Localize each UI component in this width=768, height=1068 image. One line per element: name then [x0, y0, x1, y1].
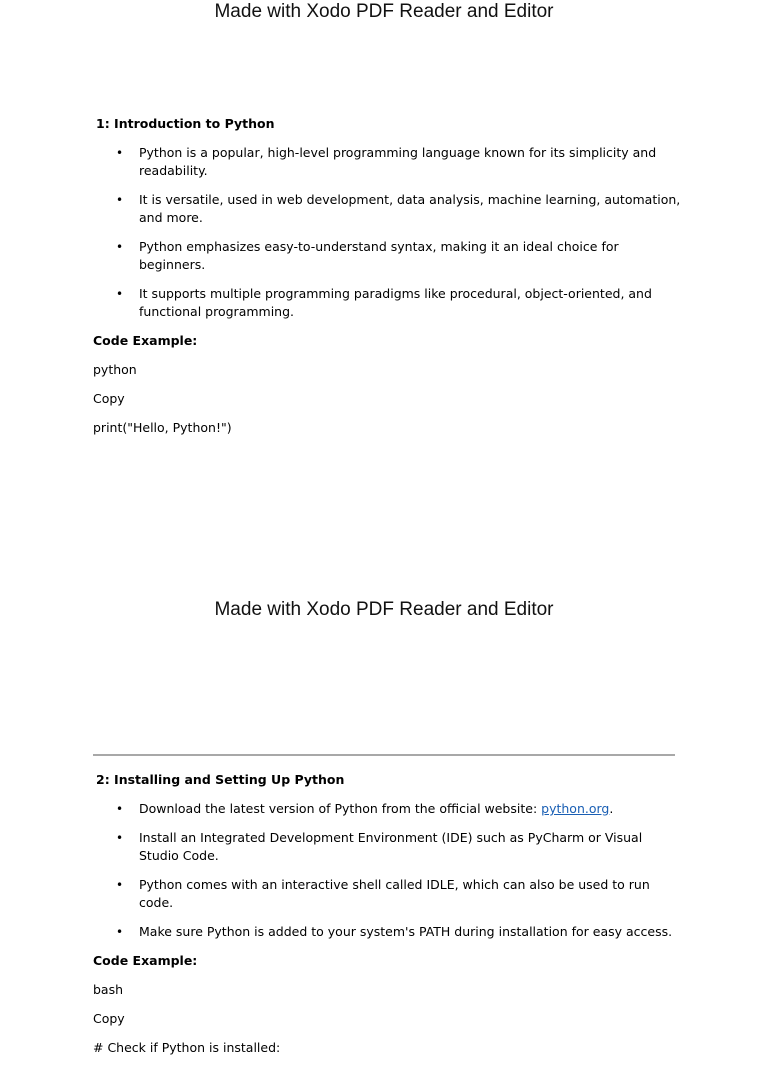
list-item [93, 923, 683, 941]
list-item [93, 144, 683, 180]
bullet-icon: • [116, 287, 124, 301]
copy-button[interactable]: Copy [93, 1011, 125, 1026]
bullet-list [93, 144, 683, 321]
code-example-label: Code Example: [93, 333, 198, 348]
watermark-page2: Made with Xodo PDF Reader and Editor [214, 599, 554, 620]
list-item-suffix: . [609, 801, 614, 816]
horizontal-divider [93, 754, 675, 756]
code-line: print("Hello, Python!") [93, 420, 232, 435]
bullet-icon: • [116, 925, 124, 939]
section-installing [93, 771, 683, 1068]
list-item-text: Python is a popular, high-level programming language known for its simplicity and readability. [139, 145, 657, 178]
list-item [93, 238, 683, 274]
bullet-icon: • [116, 878, 124, 892]
bullet-icon: • [116, 193, 124, 207]
python-org-link[interactable]: python.org [541, 801, 610, 816]
copy-button[interactable]: Copy [93, 391, 125, 406]
list-item-text: Download the latest version of Python from the official website: [139, 801, 542, 816]
code-language: bash [93, 982, 124, 997]
bullet-list [93, 800, 683, 941]
bullet-icon: • [116, 831, 124, 845]
list-item [93, 829, 683, 865]
list-item [93, 285, 683, 321]
list-item-text: It supports multiple programming paradigms like procedural, object-oriented, and functional programming. [139, 286, 652, 319]
list-item-text: Python comes with an interactive shell called IDLE, which can also be used to run code. [139, 877, 650, 910]
list-item-text: Python emphasizes easy-to-understand syntax, making it an ideal choice for beginners. [139, 239, 619, 272]
section-heading: 2: Installing and Setting Up Python [96, 772, 345, 787]
code-line: # Check if Python is installed: [93, 1040, 281, 1055]
list-item-text: It is versatile, used in web development, data analysis, machine learning, automation, and more. [139, 192, 681, 225]
section-heading: 1: Introduction to Python [96, 116, 275, 131]
bullet-icon: • [116, 146, 124, 160]
list-item [93, 800, 683, 818]
list-item-text: Make sure Python is added to your system's PATH during installation for easy access. [139, 924, 673, 939]
list-item-text: Install an Integrated Development Environment (IDE) such as PyCharm or Visual Studio Code. [139, 830, 643, 863]
bullet-icon: • [116, 240, 124, 254]
list-item [93, 191, 683, 227]
section-introduction [93, 115, 683, 448]
list-item [93, 876, 683, 912]
code-language: python [93, 362, 137, 377]
watermark-top: Made with Xodo PDF Reader and Editor [214, 1, 554, 22]
bullet-icon: • [116, 802, 124, 816]
code-example-label: Code Example: [93, 953, 198, 968]
